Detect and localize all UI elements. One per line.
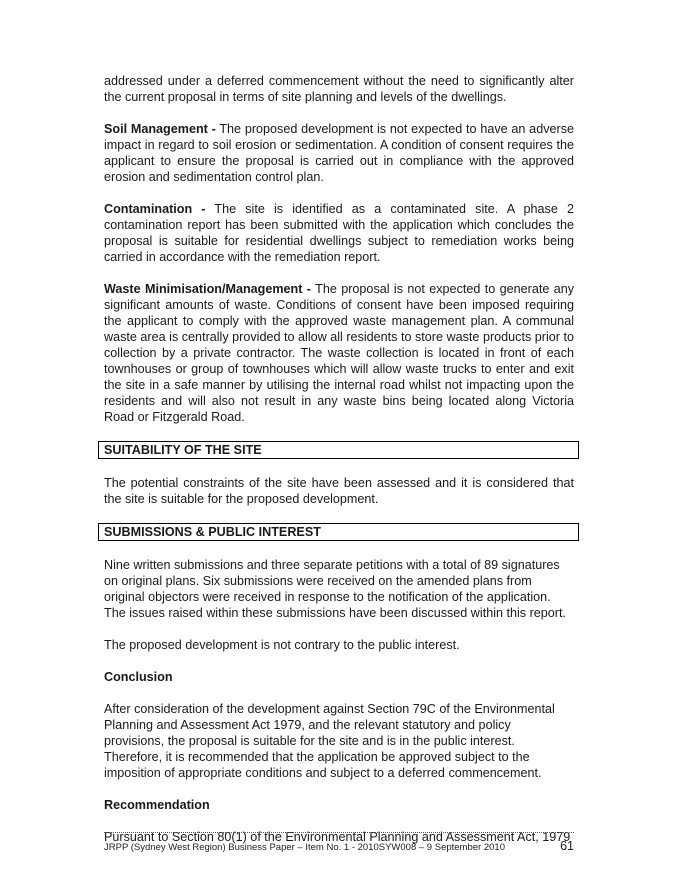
recommendation-paragraph: Pursuant to Section 80(1) of the Environmental Planning and Assessment Act, 1979: [104, 830, 571, 844]
waste-paragraph: [104, 281, 574, 425]
soil-management-paragraph: [104, 121, 574, 185]
contamination-text: The site is identified as a contaminated site. A phase 2 contamination report has been submitted with the application which concludes the proposal is suitable for residential dwellings subject to remediation works being carried in accordance with the remediation report.: [104, 202, 575, 264]
waste-text: The proposal is not expected to generate any significant amounts of waste. Conditions of consent have been imposed requiring the applicant to comply with the approved waste management plan. A communal waste area is centrally provided to allow all residents to store waste products prior to collection by a private contractor. The waste collection is located in front of each townhouses or group of townhouses which will allow waste trucks to enter and exit the site in a safe manner by utilising the internal road whilst not impacting upon the residents and will also not result in any waste bins being located along Victoria Road or Fitzgerald Road.: [104, 282, 575, 424]
soil-management-lead: Soil Management -: [104, 122, 216, 136]
conclusion-heading: Conclusion: [104, 670, 173, 684]
submissions-heading: SUBMISSIONS & PUBLIC INTEREST: [98, 523, 579, 541]
page-number: 61: [560, 839, 574, 853]
public-interest-paragraph: The proposed development is not contrary to the public interest.: [104, 638, 460, 652]
suitability-paragraph: The potential constraints of the site have been assessed and it is considered that the site is suitable for the proposed development.: [104, 476, 574, 506]
contamination-paragraph: [104, 201, 574, 265]
page-footer: [104, 832, 574, 853]
conclusion-paragraph: After consideration of the development against Section 79C of the Environmental Planning and Assessment Act 1979, and the relevant statutory and policy provisions, the proposal is suitable for the site and is in the public interest. Therefore, it is recommended that the application be approved subject to the imposition of appropriate conditions and subject to a deferred commencement.: [104, 702, 555, 780]
soil-management-text: The proposed development is not expected to have an adverse impact in regard to soil erosion or sedimentation. A condition of consent requires the applicant to ensure the proposal is carried out in compliance with the approved erosion and sedimentation control plan.: [104, 122, 574, 184]
contamination-lead: Contamination -: [104, 202, 206, 216]
submissions-paragraph: Nine written submissions and three separate petitions with a total of 89 signatures on original plans. Six submissions were received on the amended plans from original objectors were received in response to the notification of the application. The issues raised within these submissions have been discussed within this report.: [104, 558, 567, 620]
suitability-heading: SUITABILITY OF THE SITE: [98, 441, 579, 459]
footer-text: JRPP (Sydney West Region) Business Paper – Item No. 1 - 2010SYW008 – 9 September 2010: [104, 842, 505, 853]
page-content: [104, 73, 574, 861]
waste-lead: Waste Minimisation/Management -: [104, 282, 312, 296]
recommendation-heading: Recommendation: [104, 798, 210, 812]
intro-paragraph: addressed under a deferred commencement without the need to significantly alter the current proposal in terms of site planning and levels of the dwellings.: [104, 74, 574, 104]
